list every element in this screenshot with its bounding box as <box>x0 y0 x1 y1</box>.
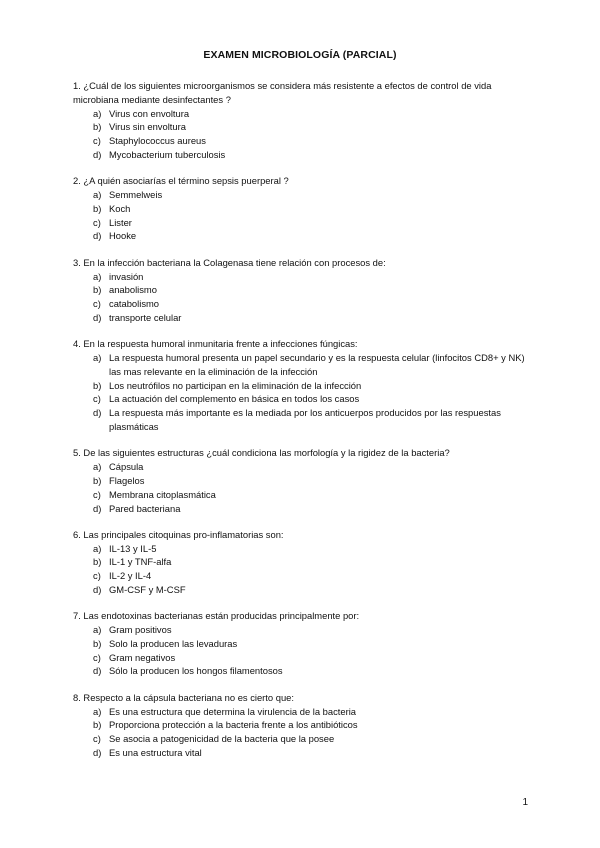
option-letter: a) <box>93 270 102 282</box>
option-text: Lister <box>109 216 132 228</box>
option-a <box>73 351 535 379</box>
question-text: 6. Las principales citoquinas pro-inflamatorias son: <box>73 528 284 540</box>
option-text: Gram negativos <box>109 651 176 663</box>
option-text: Proporciona protección a la bacteria frente a los antibióticos <box>109 719 358 731</box>
option-c <box>73 216 535 230</box>
option-letter: c) <box>93 393 101 405</box>
option-letter: b) <box>93 474 102 486</box>
option-text: Semmelweis <box>109 189 163 201</box>
option-letter: a) <box>93 624 102 636</box>
option-letter: c) <box>93 135 101 147</box>
option-list <box>73 542 535 597</box>
option-a <box>73 270 535 284</box>
option-text: catabolismo <box>109 298 160 310</box>
question-7 <box>73 609 535 678</box>
option-text: Se asocia a patogenicidad de la bacteria que la posee <box>109 733 335 745</box>
option-letter: c) <box>93 216 101 228</box>
option-letter: a) <box>93 705 102 717</box>
option-letter: b) <box>93 284 102 296</box>
option-list <box>73 351 535 434</box>
option-letter: d) <box>93 665 102 677</box>
option-a <box>73 107 535 121</box>
option-letter: c) <box>93 570 101 582</box>
option-text: Cápsula <box>109 461 144 473</box>
option-text: invasión <box>109 270 144 282</box>
option-c <box>73 134 535 148</box>
option-b <box>73 202 535 216</box>
option-text: anabolismo <box>109 284 157 296</box>
option-letter: d) <box>93 502 102 514</box>
option-list <box>73 270 535 325</box>
question-3 <box>73 256 535 325</box>
question-text: 3. En la infección bacteriana la Colagenasa tiene relación con procesos de: <box>73 256 386 268</box>
question-text: 4. En la respuesta humoral inmunitaria frente a infecciones fúngicas: <box>73 338 358 350</box>
option-text: Flagelos <box>109 474 145 486</box>
option-letter: c) <box>93 733 101 745</box>
option-text: Koch <box>109 202 131 214</box>
question-8 <box>73 691 535 760</box>
option-list <box>73 460 535 515</box>
option-c <box>73 488 535 502</box>
option-a <box>73 542 535 556</box>
question-6 <box>73 528 535 597</box>
option-letter: c) <box>93 651 101 663</box>
option-a <box>73 460 535 474</box>
option-b <box>73 474 535 488</box>
option-b <box>73 555 535 569</box>
option-c <box>73 392 535 406</box>
question-text: 2. ¿A quién asociarías el término sepsis puerperal ? <box>73 175 289 187</box>
page-number: 1 <box>522 797 528 808</box>
option-letter: b) <box>93 637 102 649</box>
option-d <box>73 502 535 516</box>
option-letter: d) <box>93 148 102 160</box>
option-text: Virus con envoltura <box>109 107 190 119</box>
option-letter: b) <box>93 719 102 731</box>
option-text: La respuesta más importante es la mediada por los anticuerpos producidos por las respuestas plasmáticas <box>109 407 501 433</box>
question-2 <box>73 174 535 243</box>
page-title: EXAMEN MICROBIOLOGÍA (PARCIAL) <box>203 49 397 61</box>
option-c <box>73 651 535 665</box>
option-letter: a) <box>93 189 102 201</box>
option-letter: a) <box>93 352 102 364</box>
option-d <box>73 406 535 434</box>
option-b <box>73 283 535 297</box>
option-letter: d) <box>93 407 102 419</box>
option-text: Hooke <box>109 230 137 242</box>
option-b <box>73 120 535 134</box>
option-d <box>73 311 535 325</box>
option-a <box>73 705 535 719</box>
option-text: Pared bacteriana <box>109 502 181 514</box>
option-letter: b) <box>93 556 102 568</box>
option-letter: d) <box>93 311 102 323</box>
option-b <box>73 379 535 393</box>
option-b <box>73 718 535 732</box>
option-text: GM-CSF y M-CSF <box>109 584 186 595</box>
option-text: Membrana citoplasmática <box>109 488 216 500</box>
question-text: 7. Las endotoxinas bacterianas están producidas principalmente por: <box>73 610 360 622</box>
option-text: Staphylococcus aureus <box>109 135 206 147</box>
option-letter: a) <box>93 542 102 554</box>
option-text: Los neutrófilos no participan en la eliminación de la infección <box>109 379 362 391</box>
option-text: Es una estructura vital <box>109 746 202 758</box>
option-letter: d) <box>93 230 102 242</box>
question-list <box>73 79 535 772</box>
option-c <box>73 569 535 583</box>
option-text: Virus sin envoltura <box>109 121 186 133</box>
option-letter: b) <box>93 379 102 391</box>
question-text: 5. De las siguientes estructuras ¿cuál condiciona las morfología y la rigidez de la bacteria? <box>73 447 450 459</box>
option-letter: b) <box>93 121 102 133</box>
option-c <box>73 732 535 746</box>
option-letter: c) <box>93 488 101 500</box>
option-letter: d) <box>93 584 102 595</box>
question-text: 8. Respecto a la cápsula bacteriana no es cierto que: <box>73 691 294 703</box>
option-a <box>73 623 535 637</box>
option-letter: d) <box>93 746 102 758</box>
option-a <box>73 188 535 202</box>
question-1 <box>73 79 535 162</box>
question-4 <box>73 337 535 434</box>
option-list <box>73 705 535 760</box>
option-text: Gram positivos <box>109 624 172 636</box>
option-d <box>73 746 535 760</box>
option-text: Solo la producen las levaduras <box>109 637 238 649</box>
option-list <box>73 188 535 243</box>
option-letter: a) <box>93 461 102 473</box>
option-text: IL-13 y IL-5 <box>109 542 157 554</box>
option-b <box>73 637 535 651</box>
option-text: IL-2 y IL-4 <box>109 570 152 582</box>
option-c <box>73 297 535 311</box>
option-text: Mycobacterium tuberculosis <box>109 148 226 160</box>
option-letter: b) <box>93 202 102 214</box>
option-text: IL-1 y TNF-alfa <box>109 556 172 568</box>
option-text: transporte celular <box>109 311 182 323</box>
option-list <box>73 107 535 162</box>
option-d <box>73 229 535 243</box>
option-text: La actuación del complemento en básica en todos los casos <box>109 393 360 405</box>
question-text: 1. ¿Cuál de los siguientes microorganismos se considera más resistente a efectos de control de vida microbiana mediante desinfectantes ? <box>73 80 492 105</box>
option-text: La respuesta humoral presenta un papel secundario y es la respuesta celular (linfocitos CD8+ y NK) las mas relevante en la eliminación de la infección <box>109 352 525 377</box>
question-5 <box>73 446 535 515</box>
option-list <box>73 623 535 678</box>
option-text: Sólo la producen los hongos filamentosos <box>109 665 283 677</box>
option-text: Es una estructura que determina la virulencia de la bacteria <box>109 705 357 717</box>
option-letter: c) <box>93 298 101 310</box>
option-d <box>73 583 535 597</box>
option-d <box>73 664 535 678</box>
option-letter: a) <box>93 107 102 119</box>
option-d <box>73 148 535 162</box>
